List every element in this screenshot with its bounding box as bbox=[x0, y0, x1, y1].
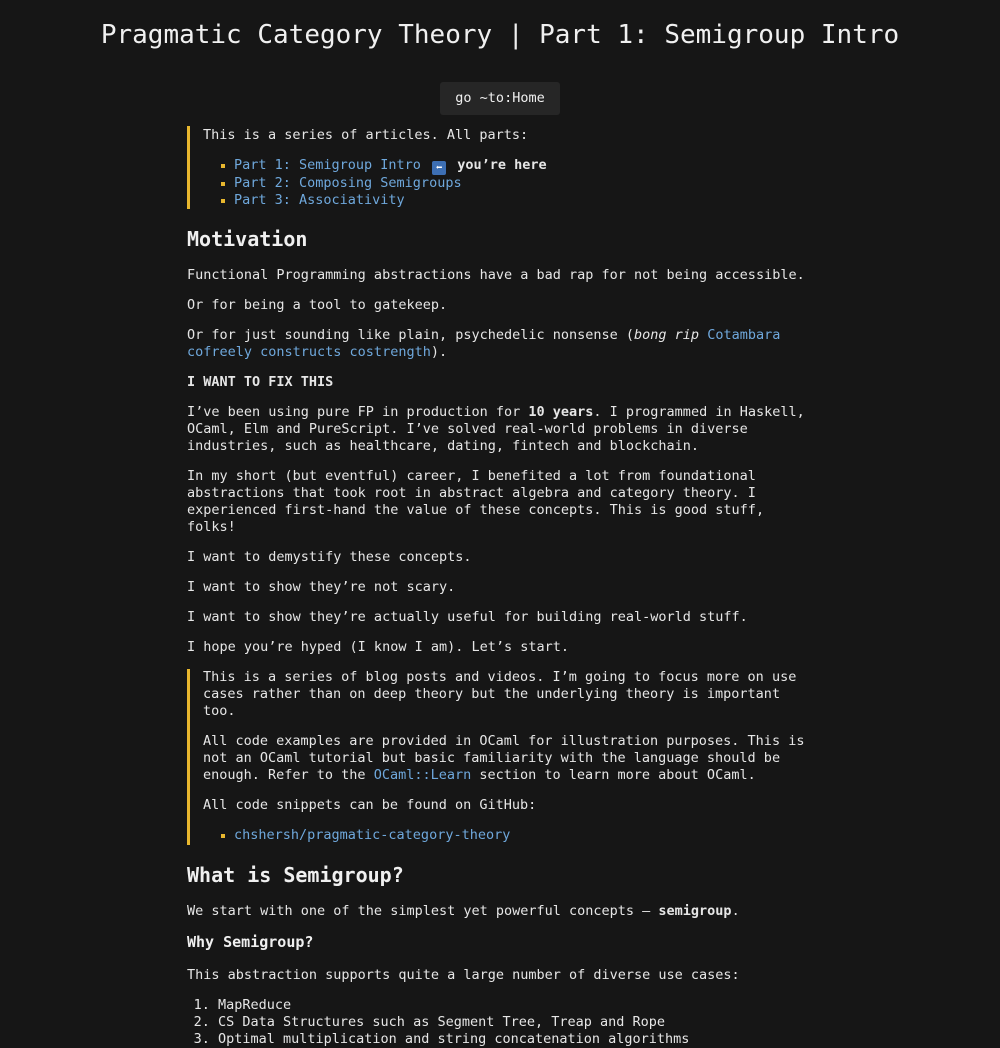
paragraph: This is a series of blog posts and videos. I’m going to focus more on use cases rather than on deep theory but the underlying theory is important too. bbox=[203, 669, 797, 719]
paragraph: I hope you’re hyped (I know I am). Let’s start. bbox=[187, 639, 570, 655]
why-semigroup-heading: Why Semigroup? bbox=[187, 933, 314, 951]
bold-text: semigroup bbox=[658, 903, 732, 919]
series-part-3 bbox=[221, 192, 813, 209]
paragraph: In my short (but eventful) career, I benefited a lot from foundational abstractions that took root in abstract algebra and category theory. I experienced first-hand the value of these concepts. This is good stuff, folks! bbox=[187, 468, 765, 535]
paragraph: I’ve been using pure FP in production for 10 years. I programmed in Haskell, OCaml, Elm and PureScript. I’ve solved real-world problems in diverse industries, such as healthcare, dating, fintech and blockchain. bbox=[187, 404, 805, 454]
page-title: Pragmatic Category Theory | Part 1: Semigroup Intro bbox=[100, 20, 900, 50]
paragraph: Or for being a tool to gatekeep. bbox=[187, 297, 448, 313]
series-intro: This is a series of articles. All parts: bbox=[203, 127, 529, 143]
repo-item bbox=[221, 827, 813, 844]
paragraph: All code snippets can be found on GitHub: bbox=[203, 797, 537, 813]
paragraph: I want to demystify these concepts. bbox=[187, 549, 472, 565]
bold-text: 10 years bbox=[528, 404, 594, 420]
list-item: 1. MapReduce bbox=[218, 997, 813, 1014]
series-part-3-link[interactable]: Part 3: Associativity bbox=[234, 192, 405, 208]
series-part-1-link[interactable]: Part 1: Semigroup Intro bbox=[234, 157, 421, 173]
list-item: 2. CS Data Structures such as Segment Tree, Treap and Rope bbox=[218, 1014, 813, 1031]
cotambara-link[interactable]: Cotambara cofreely constructs costrength bbox=[187, 327, 781, 360]
paragraph: Functional Programming abstractions have a bad rap for not being accessible. bbox=[187, 267, 805, 283]
paragraph: We start with one of the simplest yet powerful concepts — semigroup. bbox=[187, 903, 740, 919]
paragraph: I want to show they’re not scary. bbox=[187, 579, 456, 595]
ocaml-learn-link[interactable]: OCaml::Learn bbox=[373, 767, 472, 783]
motivation-heading: Motivation bbox=[187, 227, 308, 251]
semigroup-heading: What is Semigroup? bbox=[187, 863, 404, 887]
paragraph: Or for just sounding like plain, psychedelic nonsense (bong rip Cotambara cofreely constructs costrength). bbox=[187, 327, 781, 360]
home-button[interactable]: go ~to:Home bbox=[440, 82, 559, 115]
emphasis-text: bong rip bbox=[634, 327, 700, 343]
use-cases-list bbox=[187, 997, 813, 1048]
series-parts-list bbox=[203, 157, 813, 209]
series-note bbox=[187, 126, 813, 209]
current-part-marker: you’re here bbox=[457, 157, 547, 173]
repo-list bbox=[203, 827, 813, 845]
list-item: 3. Optimal multiplication and string concatenation algorithms bbox=[218, 1031, 813, 1048]
series-part-2 bbox=[221, 175, 813, 192]
paragraph: I want to show they’re actually useful for building real-world stuff. bbox=[187, 609, 748, 625]
blog-note bbox=[187, 669, 813, 845]
github-repo-link[interactable]: chshersh/pragmatic-category-theory bbox=[234, 827, 511, 843]
paragraph: This abstraction supports quite a large number of diverse use cases: bbox=[187, 967, 740, 983]
series-part-1 bbox=[221, 157, 813, 175]
fix-this-statement: I WANT TO FIX THIS bbox=[187, 374, 334, 390]
series-part-2-link[interactable]: Part 2: Composing Semigroups bbox=[234, 175, 462, 191]
paragraph: All code examples are provided in OCaml for illustration purposes. This is not an OCaml tutorial but basic familiarity with the language should be enough. Refer to the OCaml::Learn section to learn more about OCaml. bbox=[203, 733, 805, 783]
article-content bbox=[187, 126, 813, 1048]
left-arrow-icon: ⬅ bbox=[432, 161, 446, 175]
